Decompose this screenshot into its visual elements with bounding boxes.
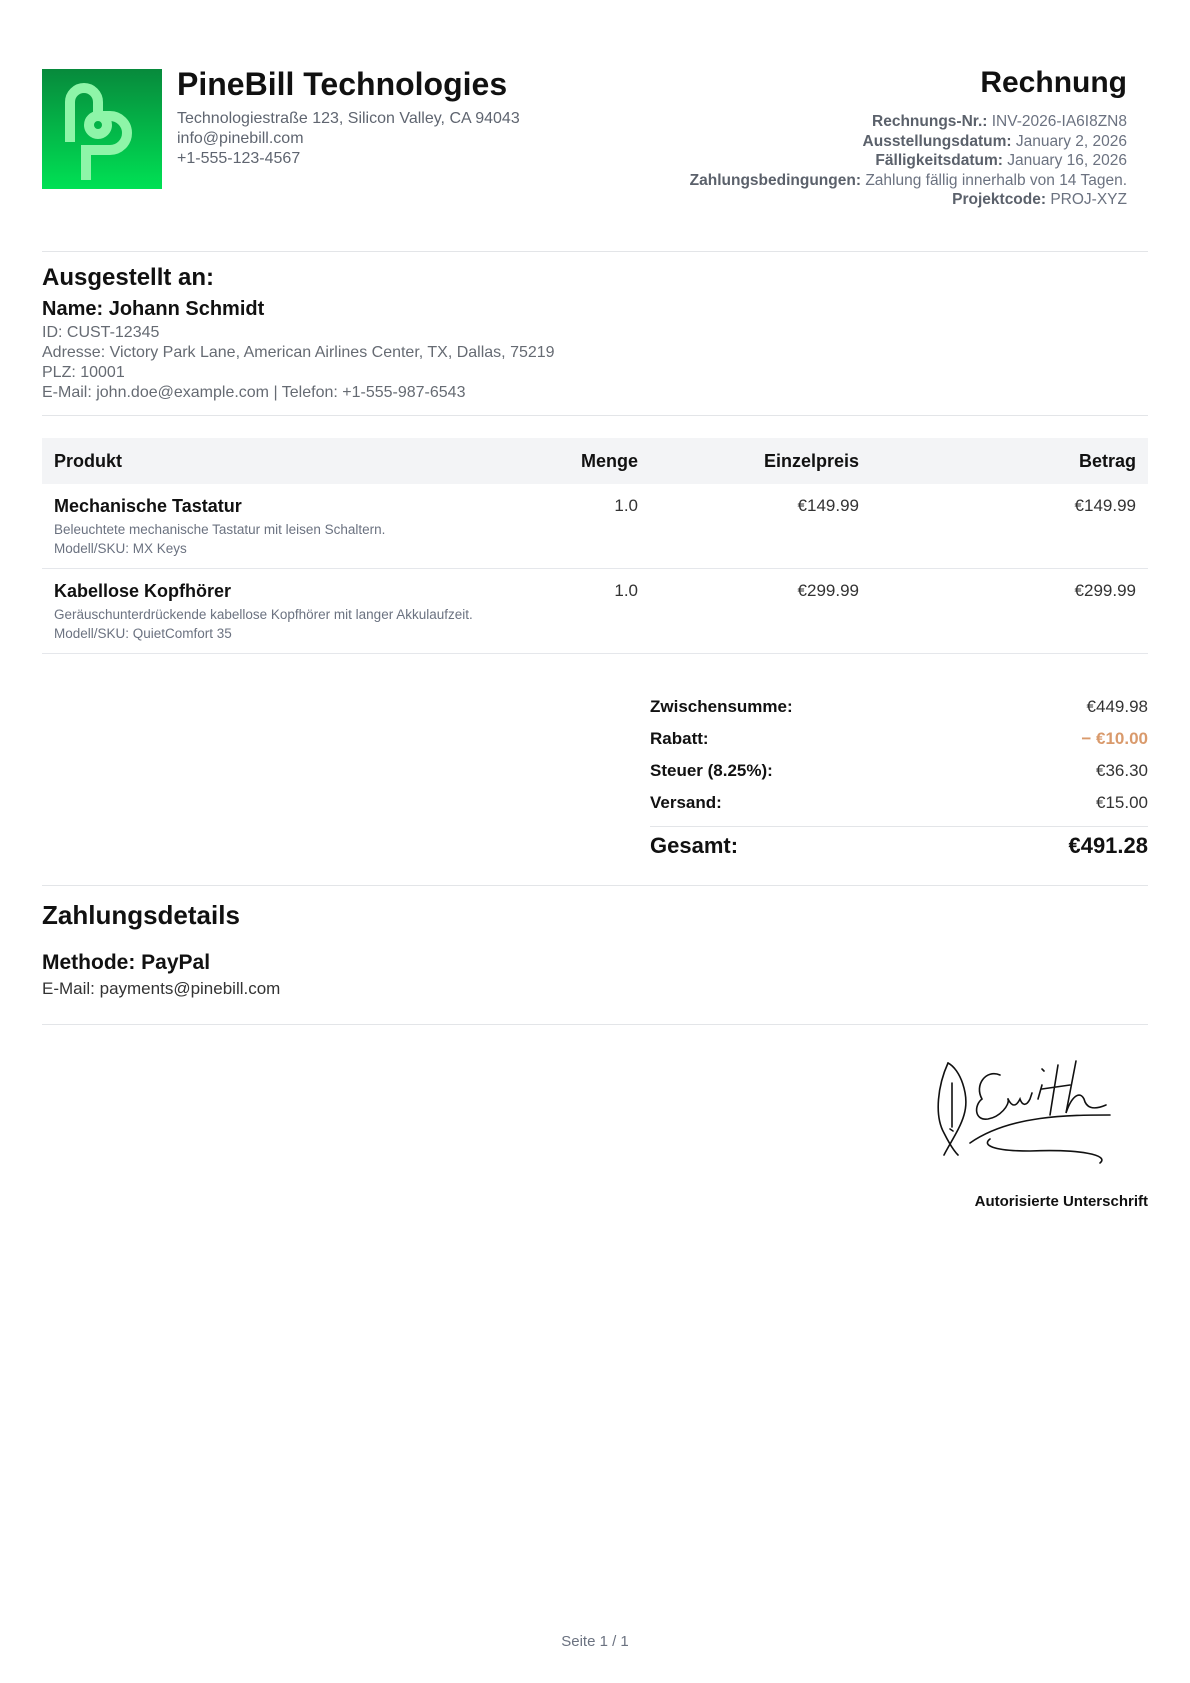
- subtotal-row: Zwischensumme: €449.98: [650, 694, 1148, 726]
- divider: [42, 415, 1148, 416]
- company-email: info@pinebill.com: [177, 130, 304, 147]
- payment-terms: Zahlungsbedingungen: Zahlung fällig innerhalb von 14 Tagen.: [689, 171, 1127, 189]
- customer-zip: PLZ: 10001: [42, 364, 125, 381]
- quantity: 1.0: [520, 569, 650, 654]
- signature-image: [930, 1055, 1148, 1167]
- customer-id: ID: CUST-12345: [42, 324, 160, 341]
- product-name: Mechanische Tastatur: [54, 496, 242, 516]
- payment-section: [42, 900, 280, 999]
- divider: [650, 826, 1148, 827]
- col-quantity: Menge: [520, 438, 650, 484]
- line-items-table: [42, 438, 1148, 654]
- invoice-title: Rechnung: [980, 66, 1127, 99]
- due-date: Fälligkeitsdatum: January 16, 2026: [875, 152, 1127, 169]
- page-number: Seite 1 / 1: [561, 1633, 629, 1650]
- totals-summary: [650, 694, 1148, 865]
- invoice-meta: [607, 112, 1127, 210]
- signature-label: Autorisierte Unterschrift: [974, 1193, 1148, 1210]
- product-description: Beleuchtete mechanische Tastatur mit leisen Schaltern.: [54, 522, 386, 537]
- customer-name: Name: Johann Schmidt: [42, 298, 265, 320]
- unit-price: €299.99: [650, 569, 871, 654]
- customer-section: [42, 264, 555, 403]
- amount: €149.99: [871, 484, 1148, 569]
- discount-value: − €10.00: [1081, 729, 1148, 748]
- unit-price: €149.99: [650, 484, 871, 569]
- product-name: Kabellose Kopfhörer: [54, 581, 232, 601]
- col-unit-price: Einzelpreis: [650, 438, 871, 484]
- quantity: 1.0: [520, 484, 650, 569]
- shipping-row: Versand: €15.00: [650, 790, 1148, 822]
- total-row: Gesamt: €491.28: [650, 833, 1148, 865]
- company-info: [177, 109, 520, 169]
- company-logo: [42, 69, 162, 189]
- payment-email: E-Mail: payments@pinebill.com: [42, 979, 281, 998]
- table-row: [42, 569, 1148, 654]
- invoice-number: Rechnungs-Nr.: INV-2026-IA6I8ZN8: [872, 113, 1127, 130]
- total-value: €491.28: [1068, 833, 1148, 858]
- table-row: [42, 484, 1148, 569]
- divider: [42, 251, 1148, 252]
- payment-method: Methode: PayPal: [42, 951, 211, 974]
- amount: €299.99: [871, 569, 1148, 654]
- product-sku: Modell/SKU: MX Keys: [54, 541, 187, 556]
- product-sku: Modell/SKU: QuietComfort 35: [54, 626, 232, 641]
- customer-contact: E-Mail: john.doe@example.com | Telefon: +1-555-987-6543: [42, 384, 466, 401]
- company-phone: +1-555-123-4567: [177, 150, 301, 167]
- project-code: Projektcode: PROJ-XYZ: [952, 191, 1127, 208]
- product-description: Geräuschunterdrückende kabellose Kopfhörer mit langer Akkulaufzeit.: [54, 607, 473, 622]
- col-product: Produkt: [42, 438, 520, 484]
- customer-heading: Ausgestellt an:: [42, 264, 215, 291]
- shipping-value: €15.00: [1096, 793, 1148, 812]
- discount-row: Rabatt: − €10.00: [650, 726, 1148, 758]
- issue-date: Ausstellungsdatum: January 2, 2026: [862, 132, 1127, 150]
- divider: [42, 885, 1148, 886]
- customer-address: Adresse: Victory Park Lane, American Airlines Center, TX, Dallas, 75219: [42, 344, 555, 361]
- payment-heading: Zahlungsdetails: [42, 900, 240, 930]
- company-address: Technologiestraße 123, Silicon Valley, CA 94043: [177, 110, 520, 127]
- divider: [42, 1024, 1148, 1025]
- tax-value: €36.30: [1096, 761, 1148, 780]
- col-amount: Betrag: [871, 438, 1148, 484]
- tax-row: Steuer (8.25%): €36.30: [650, 758, 1148, 790]
- subtotal-value: €449.98: [1086, 697, 1148, 716]
- company-name: PineBill Technologies: [177, 66, 508, 102]
